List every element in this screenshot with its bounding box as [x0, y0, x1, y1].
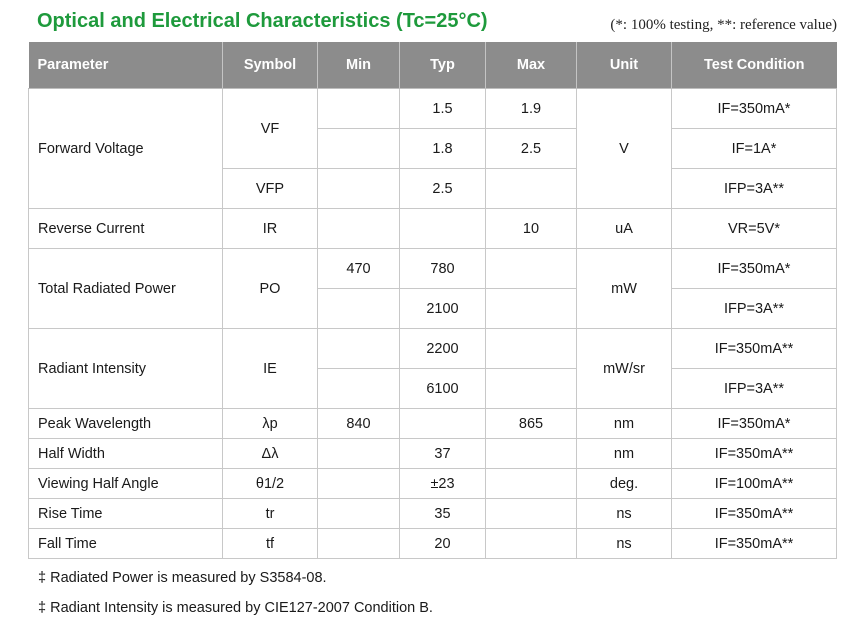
condition-cell: IF=350mA*: [672, 89, 837, 129]
header-symbol: Symbol: [223, 42, 318, 89]
min-cell: [318, 499, 400, 529]
header-max: Max: [486, 42, 577, 89]
max-cell: [486, 289, 577, 329]
param-radiant-intensity: Radiant Intensity: [29, 329, 223, 409]
max-cell: [486, 499, 577, 529]
min-cell: [318, 369, 400, 409]
max-cell: [486, 249, 577, 289]
max-cell: [486, 169, 577, 209]
table-row: [29, 409, 837, 439]
unit-cell: nm: [577, 439, 672, 469]
max-cell: [486, 529, 577, 559]
typ-cell: 2100: [400, 289, 486, 329]
typ-cell: 1.5: [400, 89, 486, 129]
condition-cell: IFP=3A**: [672, 169, 837, 209]
table-row: [29, 499, 837, 529]
unit-cell: uA: [577, 209, 672, 249]
symbol-cell: tf: [223, 529, 318, 559]
unit-cell: ns: [577, 499, 672, 529]
typ-cell: 780: [400, 249, 486, 289]
symbol-cell: tr: [223, 499, 318, 529]
min-cell: [318, 439, 400, 469]
max-cell: 865: [486, 409, 577, 439]
typ-cell: 35: [400, 499, 486, 529]
symbol-cell: Δλ: [223, 439, 318, 469]
min-cell: [318, 329, 400, 369]
symbol-vfp: VFP: [223, 169, 318, 209]
footnote-radiant-intensity: ‡ Radiant Intensity is measured by CIE127-2007 Condition B.: [38, 600, 433, 616]
typ-cell: 1.8: [400, 129, 486, 169]
unit-cell: V: [577, 89, 672, 209]
param-half-width: Half Width: [29, 439, 223, 469]
min-cell: [318, 169, 400, 209]
typ-cell: 6100: [400, 369, 486, 409]
param-total-radiated-power: Total Radiated Power: [29, 249, 223, 329]
condition-cell: VR=5V*: [672, 209, 837, 249]
typ-cell: [400, 209, 486, 249]
symbol-cell: θ1/2: [223, 469, 318, 499]
symbol-cell: λp: [223, 409, 318, 439]
typ-cell: 2.5: [400, 169, 486, 209]
min-cell: [318, 529, 400, 559]
table-row: [29, 209, 837, 249]
table-row: [29, 439, 837, 469]
max-cell: [486, 469, 577, 499]
condition-cell: IF=100mA**: [672, 469, 837, 499]
min-cell: 840: [318, 409, 400, 439]
max-cell: [486, 369, 577, 409]
param-rise-time: Rise Time: [29, 499, 223, 529]
typ-cell: 20: [400, 529, 486, 559]
unit-cell: ns: [577, 529, 672, 559]
condition-cell: IF=350mA**: [672, 439, 837, 469]
min-cell: [318, 129, 400, 169]
min-cell: 470: [318, 249, 400, 289]
typ-cell: 37: [400, 439, 486, 469]
typ-cell: 2200: [400, 329, 486, 369]
table-row: [29, 469, 837, 499]
condition-cell: IFP=3A**: [672, 369, 837, 409]
condition-cell: IF=350mA**: [672, 499, 837, 529]
symbol-cell: IR: [223, 209, 318, 249]
param-fall-time: Fall Time: [29, 529, 223, 559]
min-cell: [318, 89, 400, 129]
param-peak-wavelength: Peak Wavelength: [29, 409, 223, 439]
unit-cell: deg.: [577, 469, 672, 499]
max-cell: 10: [486, 209, 577, 249]
table-row: [29, 329, 837, 369]
symbol-vf: VF: [223, 89, 318, 169]
typ-cell: ±23: [400, 469, 486, 499]
footnote-radiated-power: ‡ Radiated Power is measured by S3584-08.: [38, 570, 327, 586]
condition-cell: IFP=3A**: [672, 289, 837, 329]
condition-cell: IF=350mA**: [672, 329, 837, 369]
header-min: Min: [318, 42, 400, 89]
header-typ: Typ: [400, 42, 486, 89]
unit-cell: mW/sr: [577, 329, 672, 409]
min-cell: [318, 209, 400, 249]
characteristics-table: [28, 42, 837, 559]
table-row: [29, 529, 837, 559]
testing-legend-note: (*: 100% testing, **: reference value): [610, 17, 837, 33]
header-test-condition: Test Condition: [672, 42, 837, 89]
param-forward-voltage: Forward Voltage: [29, 89, 223, 209]
table-row: [29, 89, 837, 129]
header-parameter: Parameter: [29, 42, 223, 89]
symbol-cell: PO: [223, 249, 318, 329]
max-cell: 2.5: [486, 129, 577, 169]
param-viewing-half-angle: Viewing Half Angle: [29, 469, 223, 499]
condition-cell: IF=350mA*: [672, 249, 837, 289]
condition-cell: IF=1A*: [672, 129, 837, 169]
unit-cell: mW: [577, 249, 672, 329]
table-row: [29, 249, 837, 289]
condition-cell: IF=350mA*: [672, 409, 837, 439]
max-cell: 1.9: [486, 89, 577, 129]
page-title: Optical and Electrical Characteristics (Tc=25°C): [37, 10, 488, 32]
typ-cell: [400, 409, 486, 439]
max-cell: [486, 439, 577, 469]
param-reverse-current: Reverse Current: [29, 209, 223, 249]
max-cell: [486, 329, 577, 369]
min-cell: [318, 469, 400, 499]
min-cell: [318, 289, 400, 329]
condition-cell: IF=350mA**: [672, 529, 837, 559]
unit-cell: nm: [577, 409, 672, 439]
header-unit: Unit: [577, 42, 672, 89]
table-header-row: [29, 42, 837, 89]
symbol-cell: IE: [223, 329, 318, 409]
